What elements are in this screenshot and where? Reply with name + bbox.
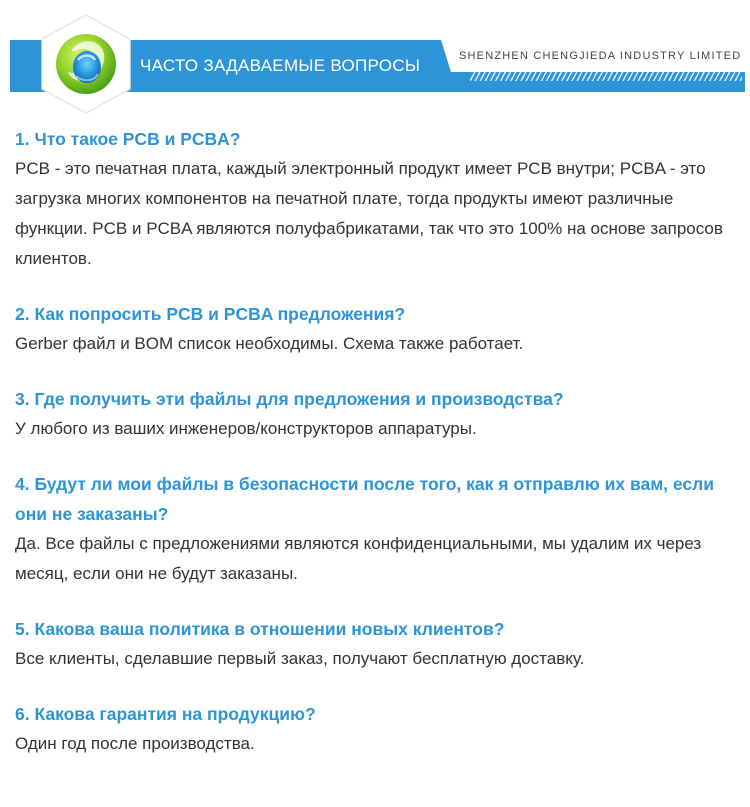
- faq-answer: Gerber файл и BOM список необходимы. Схема также работает.: [15, 334, 524, 353]
- faq-answer: У любого из ваших инженеров/конструкторов аппаратуры.: [15, 419, 477, 438]
- faq-question: 1. Что такое PCB и PCBA?: [15, 129, 241, 149]
- page-title: ЧАСТО ЗАДАВАЕМЫЕ ВОПРОСЫ: [140, 56, 421, 75]
- faq-answer: Да. Все файлы с предложениями являются конфиденциальными, мы удалим их через месяц, если они не будут заказаны.: [15, 534, 702, 583]
- faq-banner: [0, 0, 750, 120]
- faq-question: 3. Где получить эти файлы для предложения и производства?: [15, 389, 564, 409]
- faq-item: [15, 384, 737, 444]
- faq-question: 5. Какова ваша политика в отношении новых клиентов?: [15, 619, 505, 639]
- faq-question: 4. Будут ли мои файлы в безопасности после того, как я отправлю их вам, если они не заказаны?: [15, 474, 714, 524]
- faq-question: 6. Какова гарантия на продукцию?: [15, 704, 316, 724]
- faq-item: [15, 614, 737, 674]
- faq-list: [15, 124, 737, 784]
- faq-item: [15, 469, 737, 589]
- company-name: SHENZHEN CHENGJIEDA INDUSTRY LIMITED: [459, 50, 742, 62]
- decorative-stripes: [470, 70, 742, 81]
- faq-item: [15, 699, 737, 759]
- faq-question: 2. Как попросить PCB и PCBA предложения?: [15, 304, 406, 324]
- faq-item: [15, 299, 737, 359]
- faq-item: [15, 124, 737, 274]
- faq-answer: Все клиенты, сделавшие первый заказ, получают бесплатную доставку.: [15, 649, 585, 668]
- faq-answer: PCB - это печатная плата, каждый электронный продукт имеет PCB внутри; PCBA - это загрузка многих компонентов на печатной плате, тогда продукты имеют различные функции. PCB и PCBA являются полуфабрикатами, так что это 100% на основе запросов клиентов.: [15, 159, 723, 268]
- globe-logo-icon: [38, 12, 134, 116]
- faq-answer: Один год после производства.: [15, 734, 255, 753]
